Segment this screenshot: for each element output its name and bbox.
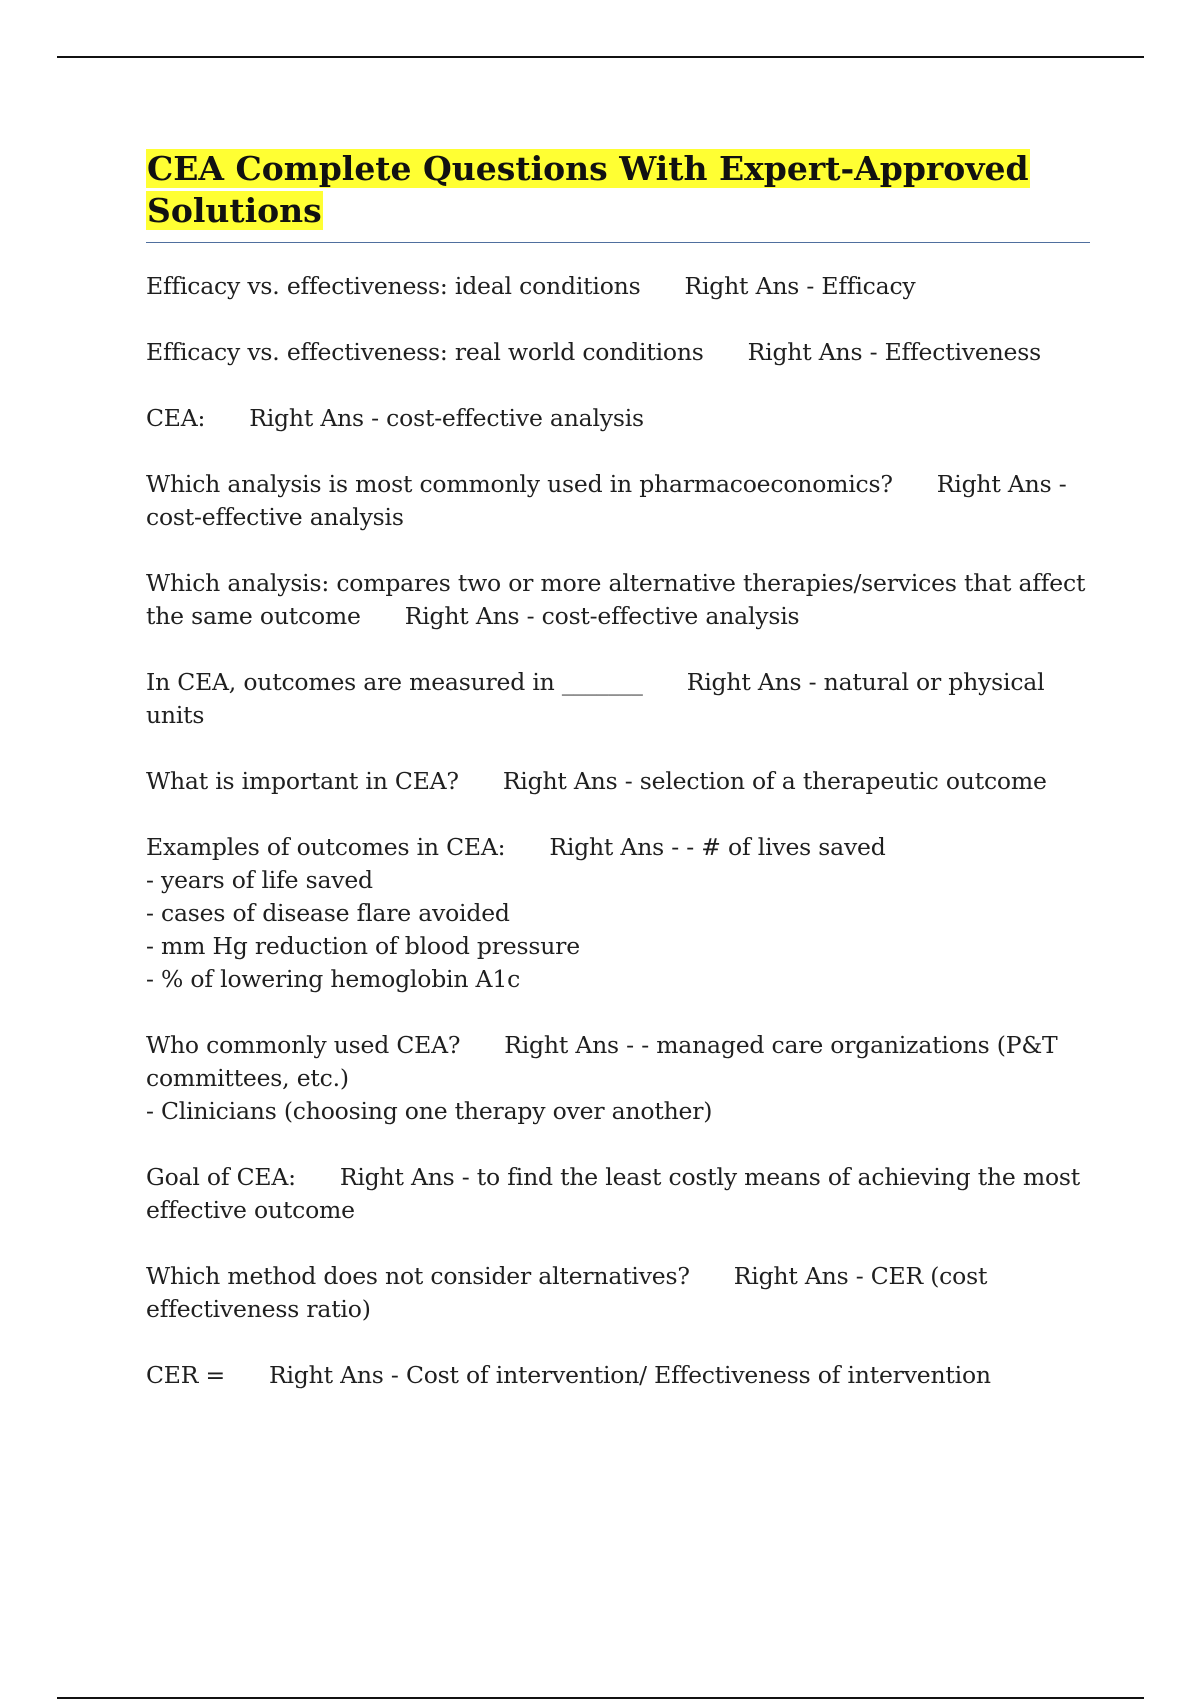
- question-text: Examples of outcomes in CEA:: [146, 833, 506, 861]
- answer-text: Right Ans - CER (cost effectiveness ratio): [146, 1262, 995, 1323]
- answer-text: Right Ans - Effectiveness: [747, 338, 1041, 366]
- document-body: [146, 148, 1093, 1425]
- answer-text: Right Ans - - managed care organizations (P&T committees, etc.) - Clinicians (choosing one therapy over another): [146, 1031, 1058, 1125]
- answer-text: Right Ans - Efficacy: [684, 272, 916, 300]
- question-text: Which analysis is most commonly used in pharmacoeconomics?: [146, 470, 893, 498]
- qa-item: [146, 336, 1090, 369]
- answer-text: Right Ans - - # of lives saved - years of life saved - cases of disease flare avoided - mm Hg reduction of blood pressure - % of lowering hemoglobin A1c: [146, 833, 886, 993]
- qa-item: [146, 666, 1090, 732]
- page-top-rule: [57, 56, 1144, 58]
- question-text: Who commonly used CEA?: [146, 1031, 461, 1059]
- qa-item: [146, 567, 1093, 633]
- question-text: In CEA, outcomes are measured in _______: [146, 668, 643, 696]
- question-text: Goal of CEA:: [146, 1163, 296, 1191]
- answer-text: Right Ans - selection of a therapeutic outcome: [502, 767, 1047, 795]
- question-text: CEA:: [146, 404, 206, 432]
- answer-text: Right Ans - to find the least costly means of achieving the most effective outcome: [146, 1163, 1088, 1224]
- qa-item: [146, 1161, 1090, 1227]
- qa-item: [146, 1359, 1090, 1392]
- question-text: Efficacy vs. effectiveness: ideal conditions: [146, 272, 641, 300]
- qa-item: [146, 1029, 1090, 1128]
- title-underline: [146, 242, 1090, 243]
- answer-text: Right Ans - cost-effective analysis: [146, 470, 1074, 531]
- question-text: Which analysis: compares two or more alternative therapies/services that affect the same outcome: [146, 569, 1093, 630]
- question-text: Efficacy vs. effectiveness: real world conditions: [146, 338, 704, 366]
- answer-text: Right Ans - Cost of intervention/ Effectiveness of intervention: [269, 1361, 991, 1389]
- title-highlight: CEA Complete Questions With Expert-Approved Solutions: [147, 149, 1029, 230]
- answer-text: Right Ans - cost-effective analysis: [404, 602, 800, 630]
- answer-text: Right Ans - natural or physical units: [146, 668, 1052, 729]
- qa-list: [146, 270, 1093, 1392]
- answer-text: Right Ans - cost-effective analysis: [249, 404, 644, 432]
- question-text: Which method does not consider alternatives?: [146, 1262, 690, 1290]
- qa-item: [146, 765, 1090, 798]
- question-text: What is important in CEA?: [146, 767, 459, 795]
- qa-item: [146, 1260, 1090, 1326]
- document-title: [146, 148, 1090, 232]
- page-bottom-rule: [57, 1697, 1144, 1699]
- qa-item: [146, 468, 1090, 534]
- question-text: CER =: [146, 1361, 225, 1389]
- qa-item: [146, 831, 1090, 996]
- qa-item: [146, 402, 1090, 435]
- qa-item: [146, 270, 1090, 303]
